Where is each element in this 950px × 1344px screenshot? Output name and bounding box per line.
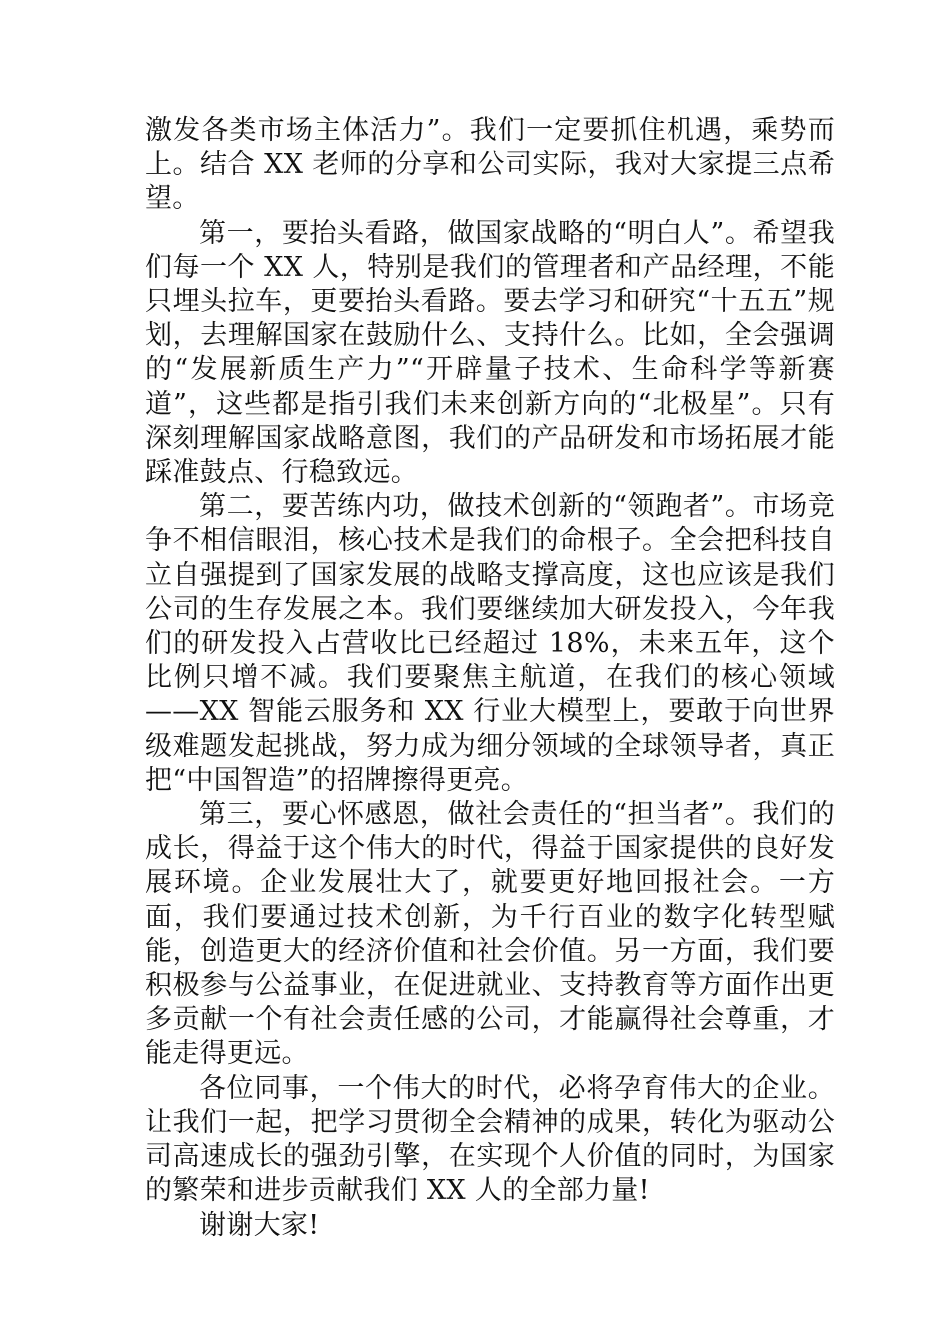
paragraph-first-hope: 第一，要抬头看路，做国家战略的“明白人”。希望我们每一个 XX 人，特别是我们的管理者和产品经理，不能只埋头拉车，更要抬头看路。要去学习和研究“十五五”规划，去理解国家在鼓励什么、支持什么。比如，全会强调的“发展新质生产力”“开辟量子技术、生命科学等新赛道”，这些都是指引我们未来创新方向的“北极星”。只有深刻理解国家战略意图，我们的产品研发和市场拓展才能踩准鼓点、行稳致远。: [145, 217, 835, 489]
paragraph-thanks: 谢谢大家!: [199, 1209, 320, 1241]
paragraph-third-hope: 第三，要心怀感恩，做社会责任的“担当者”。我们的成长，得益于这个伟大的时代，得益于国家提供的良好发展环境。企业发展壮大了，就要更好地回报社会。一方面，我们要通过技术创新，为千行百业的数字化转型赋能，创造更大的经济价值和社会价值。另一方面，我们要积极参与公益事业，在促进就业、支持教育等方面作出更多贡献一个有社会责任感的公司，才能赢得社会尊重，才能走得更远。: [145, 799, 835, 1070]
speech-body: [145, 114, 835, 1243]
paragraph-intro-continuation: 激发各类市场主体活力”。我们一定要抓住机遇，乘势而上。结合 XX 老师的分享和公司实际，我对大家提三点希望。: [145, 115, 835, 215]
paragraph-second-hope: 第二，要苦练内功，做技术创新的“领跑者”。市场竞争不相信眼泪，核心技术是我们的命根子。全会把科技自立自强提到了国家发展的战略支撑高度，这也应该是我们公司的生存发展之本。我们要继续加大研发投入，今年我们的研发投入占营收比已经超过 18%，未来五年，这个比例只增不减。我们要聚焦主航道，在我们的核心领域——XX 智能云服务和 XX 行业大模型上，要敢于向世界级难题发起挑战，努力成为细分领域的全球领导者，真正把“中国智造”的招牌擦得更亮。: [145, 491, 835, 796]
paragraph-closing: 各位同事，一个伟大的时代，必将孕育伟大的企业。让我们一起，把学习贯彻全会精神的成果，转化为驱动公司高速成长的强劲引擎，在实现个人价值的同时，为国家的繁荣和进步贡献我们 XX 人的全部力量!: [145, 1072, 835, 1207]
